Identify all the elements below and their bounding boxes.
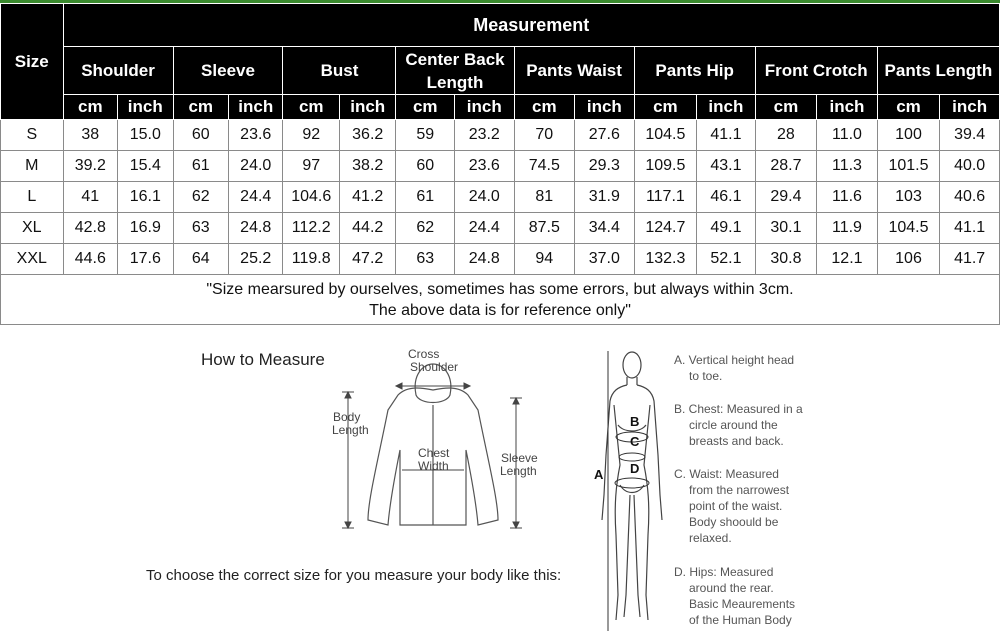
value-cell: 124.7 [634,213,697,244]
unit-inch-header: inch [697,95,756,120]
value-cell: 81 [514,182,575,213]
category-shoulder: Shoulder [63,47,173,95]
value-cell: 103 [877,182,940,213]
value-cell: 62 [173,182,228,213]
value-cell: 34.4 [575,213,635,244]
legend-d-line-2: around the rear. [689,581,774,595]
value-cell: 24.4 [455,213,515,244]
value-cell: 92 [283,120,340,151]
value-cell: 40.6 [940,182,1000,213]
unit-inch-header: inch [940,95,1000,120]
unit-cm-header: cm [283,95,340,120]
value-cell: 62 [396,213,455,244]
unit-cm-header: cm [173,95,228,120]
value-cell: 44.2 [339,213,396,244]
value-cell: 112.2 [283,213,340,244]
value-cell: 11.0 [817,120,878,151]
size-cell: M [1,151,64,182]
value-cell: 104.5 [634,120,697,151]
value-cell: 44.6 [63,244,117,275]
value-cell: 87.5 [514,213,575,244]
size-cell: XXL [1,244,64,275]
value-cell: 42.8 [63,213,117,244]
unit-cm-header: cm [514,95,575,120]
value-cell: 38 [63,120,117,151]
unit-inch-header: inch [339,95,396,120]
value-cell: 94 [514,244,575,275]
value-cell: 63 [396,244,455,275]
value-cell: 30.8 [755,244,817,275]
value-cell: 119.8 [283,244,340,275]
value-cell: 49.1 [697,213,756,244]
value-cell: 64 [173,244,228,275]
value-cell: 38.2 [339,151,396,182]
value-cell: 100 [877,120,940,151]
legend-d [674,564,795,628]
unit-cm-header: cm [63,95,117,120]
choose-size-text: To choose the correct size for you measure your body like this: [146,567,562,584]
category-front-crotch: Front Crotch [755,47,877,95]
legend-c-line-5: relaxed. [689,531,732,545]
value-cell: 24.0 [229,151,283,182]
value-cell: 41.2 [339,182,396,213]
value-cell: 104.6 [283,182,340,213]
unit-inch-header: inch [455,95,515,120]
category-pants-length: Pants Length [877,47,999,95]
label-cross: Cross [408,347,440,361]
value-cell: 29.4 [755,182,817,213]
value-cell: 39.2 [63,151,117,182]
legend-c-line-4: Body shoould be [689,515,779,529]
size-cell: S [1,120,64,151]
category-center-back-length: Center Back Length [396,47,514,95]
value-cell: 11.3 [817,151,878,182]
value-cell: 61 [173,151,228,182]
size-cell: L [1,182,64,213]
label-body: Body [333,410,361,424]
category-sleeve: Sleeve [173,47,283,95]
value-cell: 16.1 [118,182,173,213]
value-cell: 24.8 [455,244,515,275]
value-cell: 106 [877,244,940,275]
legend-d-line-1: D. Hips: Measured [674,565,774,579]
value-cell: 37.0 [575,244,635,275]
value-cell: 41 [63,182,117,213]
legend-b-line-3: breasts and back. [689,434,784,448]
value-cell: 27.6 [575,120,635,151]
value-cell: 39.4 [940,120,1000,151]
legend-c-line-1: C. Waist: Measured [674,467,779,481]
table-row [1,120,1000,151]
value-cell: 28.7 [755,151,817,182]
value-cell: 31.9 [575,182,635,213]
how-to-measure-title: How to Measure [201,350,325,369]
value-cell: 60 [396,151,455,182]
value-cell: 104.5 [877,213,940,244]
label-width: Width [418,459,449,473]
value-cell: 41.7 [940,244,1000,275]
value-cell: 63 [173,213,228,244]
legend-b [674,401,803,449]
legend-c [674,466,789,546]
label-body-length: Length [332,423,369,437]
figure-letter-a: A [594,467,604,482]
legend-a [674,352,794,384]
value-cell: 28 [755,120,817,151]
size-chart-table [0,3,1000,325]
value-cell: 23.6 [229,120,283,151]
legend-c-line-2: from the narrowest [689,483,790,497]
value-cell: 24.4 [229,182,283,213]
value-cell: 15.0 [118,120,173,151]
table-row [1,182,1000,213]
note-line-1: "Size mearsured by ourselves, sometimes has some errors, but always within 3cm. [206,280,794,298]
unit-inch-header: inch [575,95,635,120]
value-cell: 11.9 [817,213,878,244]
category-bust: Bust [283,47,396,95]
value-cell: 60 [173,120,228,151]
value-cell: 109.5 [634,151,697,182]
note-line-2: The above data is for reference only" [369,301,631,319]
unit-inch-header: inch [817,95,878,120]
value-cell: 36.2 [339,120,396,151]
value-cell: 41.1 [697,120,756,151]
value-cell: 11.6 [817,182,878,213]
table-row [1,213,1000,244]
value-cell: 24.8 [229,213,283,244]
value-cell: 30.1 [755,213,817,244]
value-cell: 41.1 [940,213,1000,244]
unit-cm-header: cm [755,95,817,120]
body-figure-diagram [590,345,670,635]
value-cell: 29.3 [575,151,635,182]
value-cell: 15.4 [118,151,173,182]
value-cell: 74.5 [514,151,575,182]
how-to-measure-section [0,330,1000,633]
size-header: Size [1,4,64,120]
label-sleeve-length: Length [500,464,537,478]
figure-letter-c: C [630,434,640,449]
legend-b-line-2: circle around the [689,418,778,432]
value-cell: 97 [283,151,340,182]
value-cell: 25.2 [229,244,283,275]
unit-inch-header: inch [118,95,173,120]
value-cell: 17.6 [118,244,173,275]
size-cell: XL [1,213,64,244]
value-cell: 61 [396,182,455,213]
unit-inch-header: inch [229,95,283,120]
label-shoulder: Shoulder [410,360,459,374]
table-row [1,244,1000,275]
unit-cm-header: cm [877,95,940,120]
jacket-diagram [328,347,543,535]
legend-a-line-2: to toe. [689,369,723,383]
label-chest: Chest [418,446,450,460]
legend-d-line-3: Basic Meaurements [689,597,796,611]
category-pants-waist: Pants Waist [514,47,634,95]
value-cell: 117.1 [634,182,697,213]
table-note [1,275,1000,325]
legend-c-line-3: point of the waist. [689,499,783,513]
label-sleeve: Sleeve [501,451,538,465]
unit-cm-header: cm [634,95,697,120]
value-cell: 132.3 [634,244,697,275]
category-pants-hip: Pants Hip [634,47,755,95]
legend-a-line-1: A. Vertical height head [674,353,795,367]
measurement-title: Measurement [63,4,999,47]
value-cell: 12.1 [817,244,878,275]
legend-b-line-1: B. Chest: Measured in a [674,402,803,416]
table-row [1,151,1000,182]
value-cell: 70 [514,120,575,151]
value-cell: 24.0 [455,182,515,213]
value-cell: 40.0 [940,151,1000,182]
unit-cm-header: cm [396,95,455,120]
value-cell: 43.1 [697,151,756,182]
figure-letter-d: D [630,461,640,476]
value-cell: 16.9 [118,213,173,244]
value-cell: 47.2 [339,244,396,275]
figure-letter-b: B [630,414,640,429]
value-cell: 23.6 [455,151,515,182]
value-cell: 46.1 [697,182,756,213]
value-cell: 101.5 [877,151,940,182]
legend-d-line-4: of the Human Body [689,613,792,627]
value-cell: 59 [396,120,455,151]
value-cell: 23.2 [455,120,515,151]
value-cell: 52.1 [697,244,756,275]
